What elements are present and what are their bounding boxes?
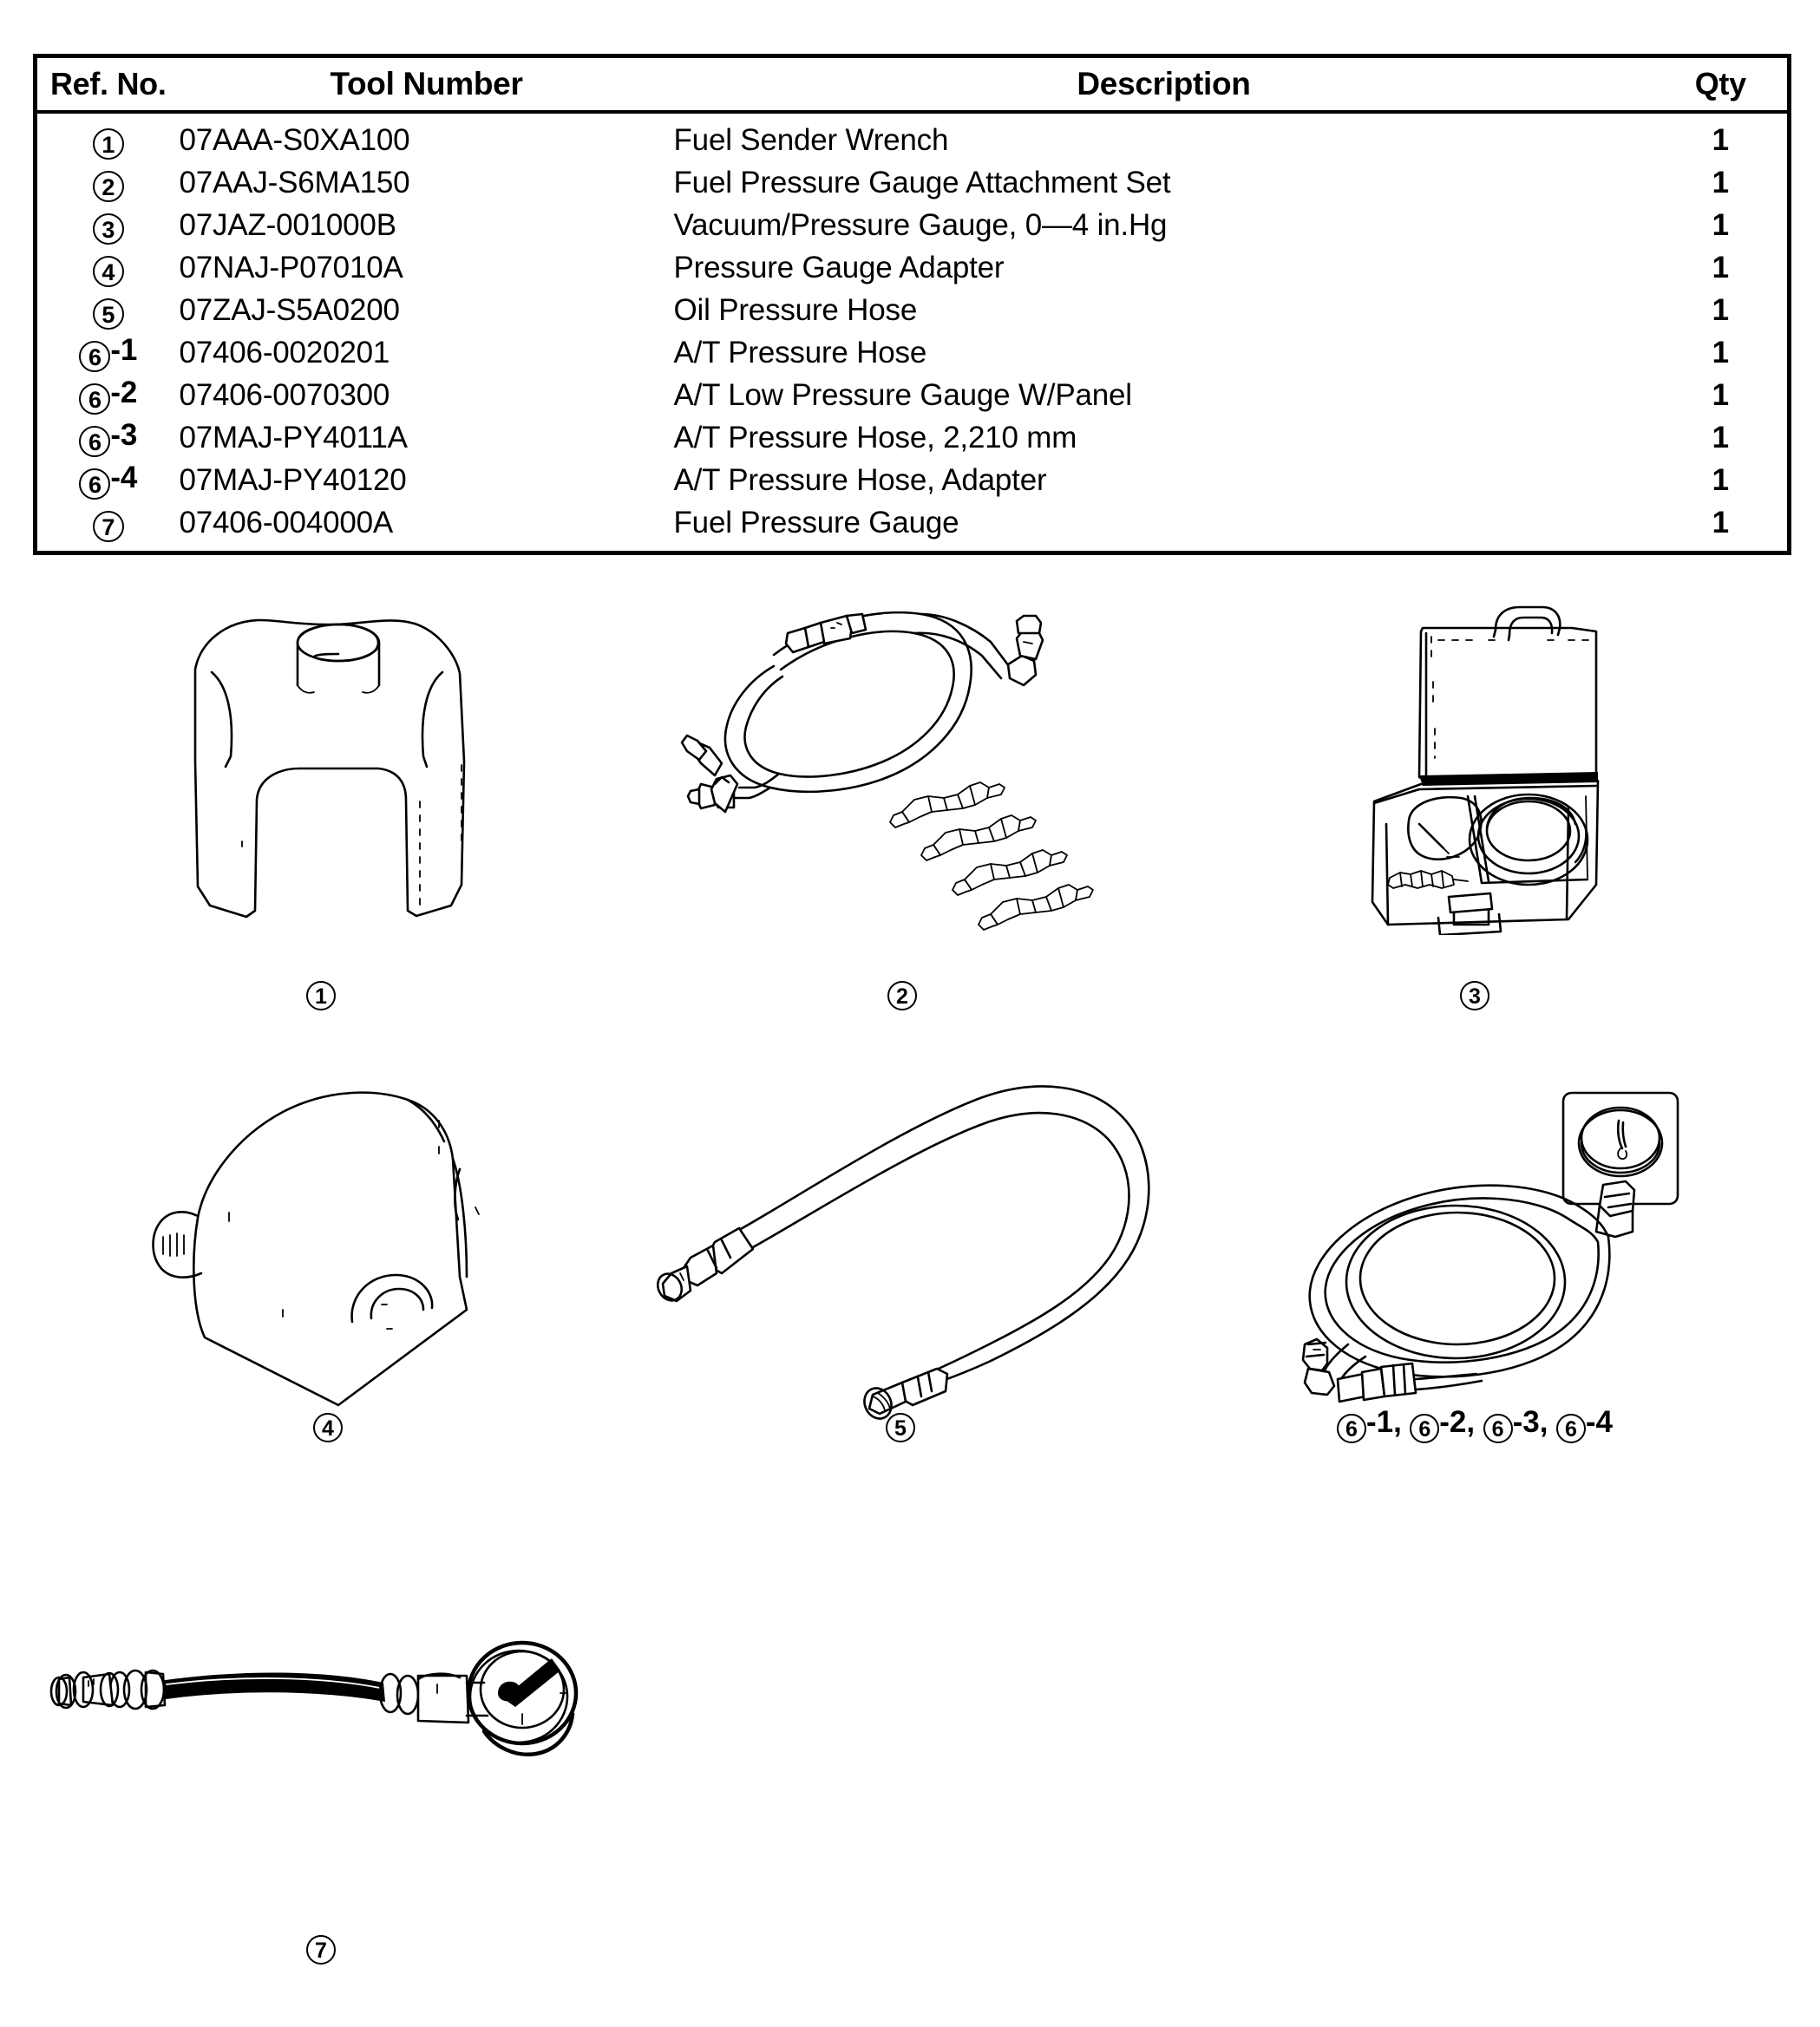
cell-description: Fuel Pressure Gauge <box>673 505 959 539</box>
cell-description: A/T Pressure Hose, 2,210 mm <box>673 420 1077 454</box>
cell-qty: 1 <box>1712 292 1729 327</box>
circled-number-7: 7 <box>93 511 124 542</box>
figure-7-caption <box>286 1927 356 1965</box>
circled-number-6-2: 6 <box>1410 1414 1439 1443</box>
cell-description: Pressure Gauge Adapter <box>673 250 1005 284</box>
cell-tool-number: 07MAJ-PY4011A <box>179 420 408 454</box>
circled-number-3: 3 <box>1460 981 1489 1010</box>
circled-number-6: 6 <box>79 383 110 415</box>
cell-ref-no <box>36 112 180 161</box>
oil-pressure-hose-illustration <box>642 1076 1171 1422</box>
column-header-qty: Qty <box>1694 66 1746 101</box>
cell-description: Fuel Pressure Gauge Attachment Set <box>673 165 1171 199</box>
cell-ref-no <box>36 289 180 331</box>
table-row <box>36 161 1790 204</box>
circled-number-6-1: 6 <box>1337 1414 1366 1443</box>
cell-description: A/T Pressure Hose, Adapter <box>673 462 1047 497</box>
column-header-ref-no: Ref. No. <box>49 66 167 101</box>
circled-number-1: 1 <box>93 128 124 160</box>
attachment-set-illustration <box>677 590 1128 954</box>
figure-6-4-suffix: -4 <box>1585 1405 1614 1439</box>
cell-description: Oil Pressure Hose <box>673 292 918 327</box>
circled-number-6: 6 <box>79 341 110 372</box>
cell-description: Fuel Sender Wrench <box>673 122 949 157</box>
circled-number-6-3: 6 <box>1483 1414 1513 1443</box>
table-row <box>36 459 1790 501</box>
cell-qty: 1 <box>1712 165 1729 199</box>
cell-qty: 1 <box>1712 122 1729 157</box>
cell-ref-no <box>36 416 180 459</box>
figure-1-caption <box>286 973 356 1010</box>
pressure-gauge-adapter-illustration <box>121 1069 494 1407</box>
column-header-tool-number: Tool Number <box>330 66 523 101</box>
at-pressure-hose-set-illustration <box>1258 1058 1683 1414</box>
gauge-case-illustration <box>1336 579 1605 935</box>
cell-qty: 1 <box>1712 505 1729 539</box>
figure-at-pressure-hose-set <box>1258 1058 1683 1414</box>
cell-tool-number: 07406-004000A <box>179 505 394 539</box>
cell-description: A/T Low Pressure Gauge W/Panel <box>673 377 1132 412</box>
table-row <box>36 374 1790 416</box>
circled-number-2: 2 <box>887 981 917 1010</box>
circled-number-6: 6 <box>79 426 110 457</box>
ref-suffix: -1 <box>110 333 138 367</box>
circled-number-6-4: 6 <box>1556 1414 1586 1443</box>
table-header-row <box>36 56 1790 113</box>
cell-ref-no <box>36 246 180 289</box>
cell-ref-no <box>36 204 180 246</box>
special-tools-table <box>33 54 1791 555</box>
cell-tool-number: 07ZAJ-S5A0200 <box>179 292 400 327</box>
cell-qty: 1 <box>1712 462 1729 497</box>
cell-tool-number: 07MAJ-PY40120 <box>179 462 407 497</box>
circled-number-4: 4 <box>313 1413 343 1442</box>
figure-fuel-sender-wrench <box>156 583 494 973</box>
circled-number-4: 4 <box>93 256 124 287</box>
table-row <box>36 416 1790 459</box>
figure-2-caption <box>867 973 937 1010</box>
cell-tool-number: 07406-0020201 <box>179 335 390 369</box>
circled-number-5: 5 <box>93 298 124 330</box>
table-row <box>36 289 1790 331</box>
cell-ref-no <box>36 459 180 501</box>
figure-3-caption <box>1440 973 1509 1010</box>
circled-number-1: 1 <box>306 981 336 1010</box>
cell-ref-no <box>36 374 180 416</box>
figure-4-caption <box>293 1405 363 1442</box>
circled-number-7: 7 <box>306 1935 336 1965</box>
figure-5-caption <box>866 1405 935 1442</box>
figure-6-3-suffix: -3, <box>1512 1405 1548 1439</box>
cell-ref-no <box>36 161 180 204</box>
table-body <box>36 112 1790 553</box>
cell-tool-number: 07AAJ-S6MA150 <box>179 165 410 199</box>
figure-6-caption <box>1336 1405 1614 1443</box>
cell-description: A/T Pressure Hose <box>673 335 927 369</box>
cell-qty: 1 <box>1712 207 1729 242</box>
circled-number-3: 3 <box>93 213 124 245</box>
table-row <box>36 204 1790 246</box>
cell-tool-number: 07406-0070300 <box>179 377 390 412</box>
cell-tool-number: 07JAZ-001000B <box>179 207 396 242</box>
figure-6-2-suffix: -2, <box>1439 1405 1476 1439</box>
table-row <box>36 331 1790 374</box>
table-row <box>36 246 1790 289</box>
ref-suffix: -2 <box>110 376 138 409</box>
circled-number-5: 5 <box>886 1413 915 1442</box>
column-header-description: Description <box>1077 66 1251 101</box>
cell-tool-number: 07AAA-S0XA100 <box>179 122 410 157</box>
cell-ref-no <box>36 501 180 553</box>
cell-qty: 1 <box>1712 335 1729 369</box>
figure-pressure-gauge-adapter <box>121 1069 494 1407</box>
tool-table-container <box>33 54 1787 555</box>
fuel-sender-wrench-illustration <box>156 583 494 973</box>
figure-6-1-suffix: -1, <box>1365 1405 1402 1439</box>
table-row <box>36 112 1790 161</box>
figure-fuel-pressure-gauge-attachment-set <box>677 590 1128 954</box>
cell-qty: 1 <box>1712 420 1729 454</box>
ref-suffix: -4 <box>110 461 138 494</box>
cell-qty: 1 <box>1712 377 1729 412</box>
figure-fuel-pressure-gauge <box>40 1610 586 1783</box>
figure-oil-pressure-hose <box>642 1076 1171 1422</box>
ref-suffix: -3 <box>110 418 138 452</box>
cell-description: Vacuum/Pressure Gauge, 0—4 in.Hg <box>673 207 1168 242</box>
cell-ref-no <box>36 331 180 374</box>
figure-vacuum-pressure-gauge-case <box>1336 579 1605 935</box>
cell-qty: 1 <box>1712 250 1729 284</box>
fuel-pressure-gauge-illustration <box>40 1610 586 1783</box>
table-header <box>36 56 1790 113</box>
circled-number-6: 6 <box>79 468 110 500</box>
cell-tool-number: 07NAJ-P07010A <box>179 250 403 284</box>
circled-number-2: 2 <box>93 171 124 202</box>
table-row <box>36 501 1790 553</box>
